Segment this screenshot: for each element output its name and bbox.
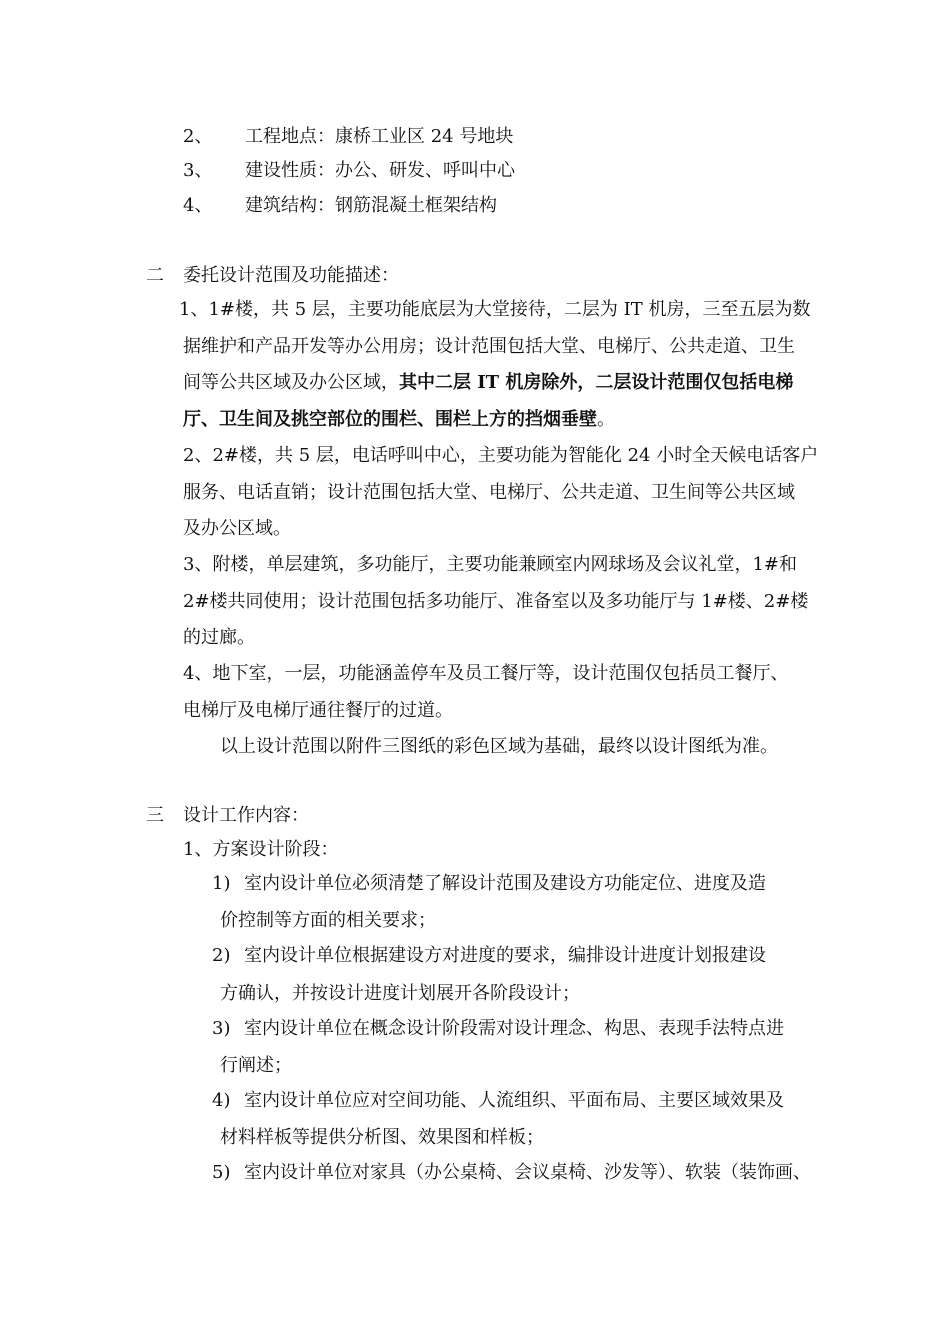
section-heading: 委托设计范围及功能描述：: [183, 265, 399, 286]
item-line: 室内设计单位在概念设计阶段需对设计理念、构思、表现手法特点进: [244, 1018, 784, 1039]
paragraph-line: 2#楼共同使用；设计范围包括多功能厅、准备室以及多功能厅与 1#楼、2#楼: [183, 591, 809, 612]
emphasis-text: 其中二层 IT 机房除外，二层设计范围仅包括电梯: [399, 372, 794, 393]
section-number: 二: [146, 265, 164, 286]
paragraph-line: 据维护和产品开发等办公用房；设计范围包括大堂、电梯厅、公共走道、卫生: [183, 336, 795, 357]
item-number: 4): [212, 1090, 231, 1111]
paragraph-text: 。: [597, 409, 615, 430]
list-number: 4、: [183, 195, 213, 216]
item-line: 室内设计单位必须清楚了解设计范围及建设方功能定位、进度及造: [244, 873, 766, 894]
item-line: 行阐述；: [220, 1055, 292, 1076]
note-line: 以上设计范围以附件三图纸的彩色区域为基础，最终以设计图纸为准。: [220, 736, 778, 757]
item-line: 价控制等方面的相关要求；: [220, 910, 436, 931]
paragraph-line: 1、1#楼，共 5 层，主要功能底层为大堂接待，二层为 IT 机房，三至五层为数: [179, 299, 811, 320]
section-heading: 设计工作内容：: [183, 805, 309, 826]
paragraph-line: 3、附楼，单层建筑，多功能厅，主要功能兼顾室内网球场及会议礼堂，1#和: [183, 554, 797, 575]
list-number: 2、: [183, 126, 213, 147]
paragraph-line: [183, 408, 615, 432]
list-item: 工程地点：康桥工业区 24 号地块: [245, 126, 514, 147]
item-line: 材料样板等提供分析图、效果图和样板；: [220, 1127, 544, 1148]
paragraph-text: 间等公共区域及办公区域，: [183, 372, 399, 393]
emphasis-text: 厅、卫生间及挑空部位的围栏、围栏上方的挡烟垂壁: [183, 409, 597, 430]
item-line: 方确认，并按设计进度计划展开各阶段设计；: [220, 983, 580, 1004]
paragraph-line: [183, 371, 793, 395]
paragraph-line: 服务、电话直销；设计范围包括大堂、电梯厅、公共走道、卫生间等公共区域: [183, 482, 795, 503]
item-number: 1): [212, 873, 231, 894]
item-line: 室内设计单位根据建设方对进度的要求，编排设计进度计划报建设: [244, 945, 766, 966]
paragraph-line: 的过廊。: [183, 627, 255, 648]
item-line: 室内设计单位应对空间功能、人流组织、平面布局、主要区域效果及: [244, 1090, 784, 1111]
paragraph-line: 4、地下室，一层，功能涵盖停车及员工餐厅等，设计范围仅包括员工餐厅、: [183, 663, 789, 684]
item-line: 室内设计单位对家具（办公桌椅、会议桌椅、沙发等）、软装（装饰画、: [244, 1162, 811, 1183]
section-number: 三: [146, 805, 164, 826]
paragraph-line: 电梯厅及电梯厅通往餐厅的过道。: [183, 700, 453, 721]
sub-heading: 1、方案设计阶段：: [183, 839, 339, 860]
paragraph-line: 及办公区域。: [183, 518, 291, 539]
list-item: 建设性质：办公、研发、呼叫中心: [245, 160, 515, 181]
item-number: 2): [212, 945, 231, 966]
list-number: 3、: [183, 160, 213, 181]
paragraph-line: 2、2#楼，共 5 层，电话呼叫中心，主要功能为智能化 24 小时全天候电话客户: [183, 445, 819, 466]
list-item: 建筑结构：钢筋混凝土框架结构: [245, 195, 497, 216]
item-number: 5): [212, 1162, 231, 1183]
item-number: 3): [212, 1018, 231, 1039]
